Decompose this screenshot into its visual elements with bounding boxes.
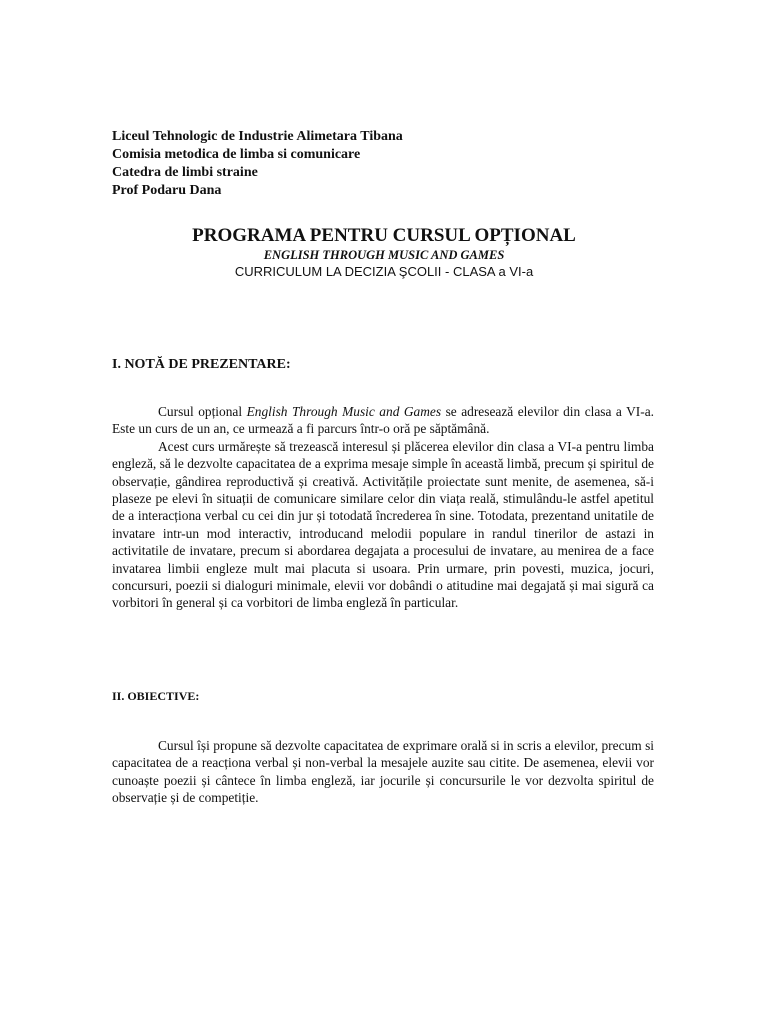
- section-heading-presentation: I. NOTĂ DE PREZENTARE:: [112, 357, 291, 372]
- teacher-name: Prof Podaru Dana: [112, 183, 222, 198]
- paragraph: Cursul își propune să dezvolte capacitatea de exprimare orală si in scris a elevilor, precum si capacitatea de a reacționa verbal și non-verbal la mesajele auzite sau citite. De asemenea, elevii vor cunoaște poezii și cântece în limba engleză, iar jocurile și concursurile le vor dezvolta spiritul de observație și de competiție.: [112, 738, 654, 806]
- paragraph: Acest curs urmărește să trezească interesul și plăcerea elevilor din clasa a VI-a pentru limba engleză, să le dezvolte capacitatea de a exprima mesaje simple în această limbă, precum și spiritul de observație, gândirea reproductivă și creativă. Activitățile proiectate sunt menite, de asemenea, să-i plaseze pe elevi în situații de comunicare similare celor din viața reală, stimulându-le astfel apetitul de a interacționa verbal cu cei din jur și totodată încrederea în sine. Totodata, prezentand unitatile de invatare intr-un mod interactiv, introducand melodii populare in randul tinerilor de astazi in activitatile de invatare, precum si abordarea degajata a procesului de invatare, au menirea de a face invatarea limbii engleze mult mai placuta si usoara. Prin urmare, prin povesti, muzica, jocuri, concursuri, poezii si dialoguri minimale, elevii vor dobândi o atitudine mai degajată și mai sigură ca vorbitori în general și ca vorbitori de limba engleză în particular.: [112, 438, 654, 611]
- objectives-body: [112, 737, 654, 807]
- presentation-body: [112, 403, 654, 612]
- department-name: Catedra de limbi straine: [112, 165, 258, 180]
- document-title: PROGRAMA PENTRU CURSUL OPȚIONAL: [192, 225, 576, 246]
- school-name: Liceul Tehnologic de Industrie Alimetara Tibana: [112, 129, 403, 144]
- paragraph: [112, 403, 654, 438]
- title-block: [100, 224, 668, 280]
- school-header: [112, 128, 672, 200]
- paragraph-text: se adresează elevilor din clasa a VI-a. Este un curs de un an, ce urmează a fi parcurs într-o oră pe săptămână.: [112, 404, 655, 437]
- curriculum-line: CURRICULUM LA DECIZIA ŞCOLII - CLASA a VI-a: [234, 264, 534, 279]
- commission-name: Comisia metodica de limba si comunicare: [112, 147, 361, 162]
- course-name-italic: English Through Music and Games: [246, 404, 442, 419]
- paragraph-text: Cursul opțional: [158, 404, 247, 419]
- course-subtitle: ENGLISH THROUGH MUSIC AND GAMES: [263, 248, 505, 262]
- section-heading-objectives: II. OBIECTIVE:: [112, 689, 200, 703]
